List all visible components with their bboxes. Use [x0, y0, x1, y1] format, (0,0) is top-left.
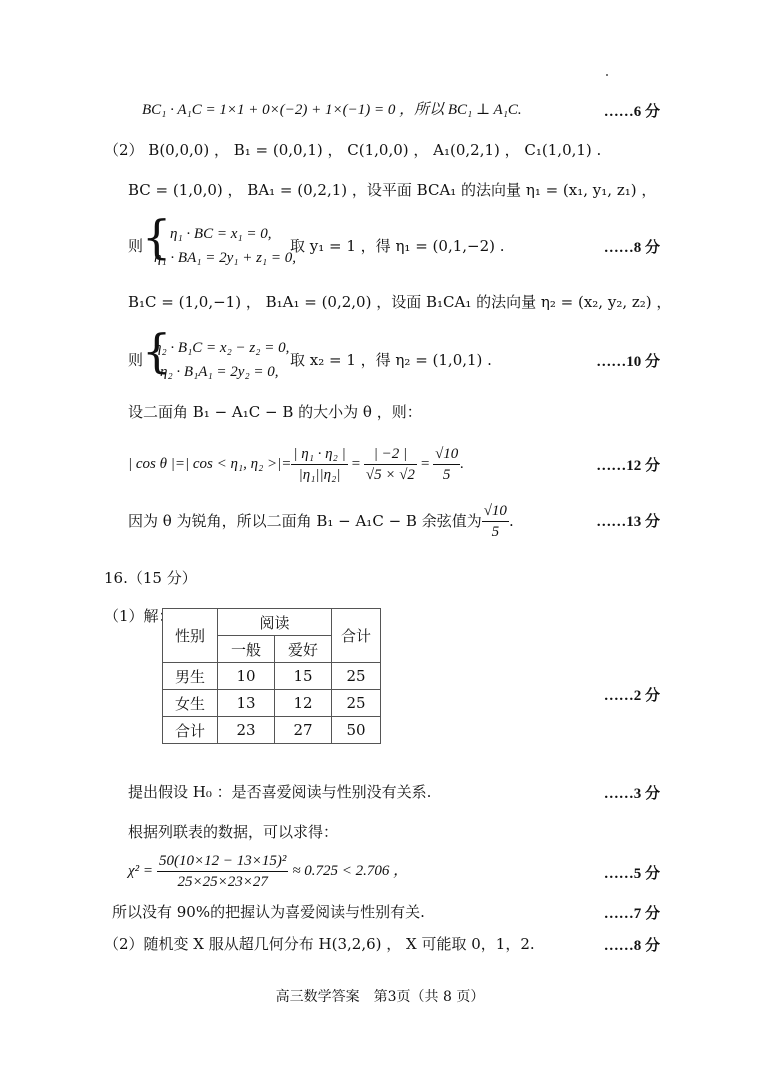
score-12: ……12 分	[596, 458, 660, 474]
conclusion-den: 5	[491, 523, 500, 540]
conclusion-16-1: 所以没有 90%的把握认为喜爱阅读与性别有关.	[112, 903, 425, 921]
system1-eq2: η₁ · BA₁ = 2y₁ + z₁ = 0,	[154, 250, 296, 266]
header-gender: 性别	[163, 609, 218, 663]
table-row	[163, 690, 381, 717]
row-label: 女生	[163, 690, 218, 717]
system2-eq2: η₂ · B₁A₁ = 2y₂ = 0,	[160, 364, 279, 380]
system1-result: 取 y₁ = 1 ，得 η₁ = (0,1,−2) .	[290, 237, 505, 255]
cell: 23	[218, 717, 275, 744]
contingency-table	[162, 608, 381, 744]
conclusion-line: 因为 θ 为锐角，所以二面角 B₁ − A₁C − B 余弦值为 $\frac{√10}{5}$ .	[128, 502, 514, 540]
score-7: ……7 分	[603, 906, 660, 922]
score-2: ……2 分	[603, 688, 660, 704]
cosine-fraction-2	[364, 444, 417, 485]
score-3: ……3 分	[603, 786, 660, 802]
system2-eq1: η₂ · B₁C = x₂ − z₂ = 0,	[154, 340, 290, 356]
frac3-num: √10	[433, 444, 460, 465]
cosine-formula: | cos θ |=| cos < η₁, η₂ >|= $\frac{\text{| η₁ · η₂ |}}{\text{|η₁||η₂|}}$ = $\frac{| -2 |}{√5 \times √2}$ = $\frac{√10}{5}$ .	[128, 445, 465, 483]
dihedral-intro: 设二面角 B₁ − A₁C − B 的大小为 θ ，则：	[128, 403, 422, 421]
system2-result: 取 x₂ = 1 ，得 η₂ = (1,0,1) .	[290, 351, 492, 369]
chi-tail: ≈ 0.725 < 2.706 ，	[292, 863, 409, 879]
row-label: 合计	[163, 717, 218, 744]
vectors-line-2: B₁C = (1,0,−1) ， B₁A₁ = (0,2,0) ，设面 B₁CA₁ 的法向量 η₂ = (x₂, y₂, z₂) ，	[128, 293, 672, 311]
chi-lhs: χ² =	[128, 863, 153, 879]
cell: 25	[332, 690, 381, 717]
chi-den: 25×25×23×27	[177, 873, 268, 890]
frac2-den: √5 × √2	[365, 466, 415, 483]
conclusion-text: 因为 θ 为锐角，所以二面角 B₁ − A₁C − B 余弦值为	[128, 512, 482, 530]
cell: 25	[332, 663, 381, 690]
part2-line: （2）随机变 X 服从超几何分布 H(3,2,6) ， X 可能取 0，1，2.	[104, 935, 535, 953]
conclusion-num: √10	[482, 501, 509, 522]
cell: 10	[218, 663, 275, 690]
frac1-den: |η₁||η₂|	[298, 466, 341, 483]
system2-brace: {	[142, 324, 172, 378]
frac2-num: | −2 |	[364, 444, 417, 465]
score-5: ……5 分	[603, 866, 660, 882]
frac3-den: 5	[442, 466, 451, 483]
cell: 13	[218, 690, 275, 717]
header-love: 爱好	[275, 636, 332, 663]
vectors-line-1: BC = (1,0,0) ， BA₁ = (0,2,1) ，设平面 BCA₁ 的法向量 η₁ = (x₁, y₁, z₁) ，	[128, 181, 657, 199]
system1-prefix: 则	[128, 237, 144, 255]
frac1-num: | η₁ · η₂ |	[291, 444, 347, 465]
score-13: ……13 分	[596, 514, 660, 530]
score-8a: ……8 分	[603, 240, 660, 256]
problem-16-heading: 16.（15 分）	[104, 569, 197, 587]
cosine-fraction-3	[433, 444, 460, 485]
cell: 27	[275, 717, 332, 744]
chi-num: 50(10×12 − 13×15)²	[157, 851, 288, 872]
system2-prefix: 则	[128, 351, 144, 369]
score-8b: ……8 分	[603, 938, 660, 954]
cell: 50	[332, 717, 381, 744]
score-6: ……6 分	[603, 104, 660, 120]
compute-intro: 根据列联表的数据，可以求得：	[128, 823, 339, 841]
header-reading: 阅读	[218, 609, 332, 636]
row-label: 男生	[163, 663, 218, 690]
cosine-fraction-1	[291, 444, 347, 485]
scan-speck	[606, 74, 608, 76]
system1-eq1: η₁ · BC = x₁ = 0,	[170, 226, 272, 242]
chi-fraction	[157, 851, 288, 892]
system1-brace: {	[142, 210, 172, 264]
hypothesis-line: 提出假设 H₀ ：是否喜爱阅读与性别没有关系.	[128, 783, 432, 801]
page-footer: 高三数学答案 第3页（共 8 页）	[275, 989, 485, 1005]
cosine-lhs: | cos θ |=| cos < η₁, η₂ >|=	[128, 456, 292, 472]
header-normal: 一般	[218, 636, 275, 663]
cell: 12	[275, 690, 332, 717]
header-total: 合计	[332, 609, 381, 663]
coordinates-line: （2） B(0,0,0) ， B₁ = (0,0,1) ， C(1,0,0) ， A₁(0,2,1) ， C₁(1,0,1) .	[104, 141, 602, 159]
score-10: ……10 分	[596, 354, 660, 370]
table-row	[163, 663, 381, 690]
table-row	[163, 717, 381, 744]
chi-square-formula	[128, 848, 408, 894]
conclusion-fraction	[482, 501, 509, 542]
dot-product-line: BC₁ · A₁C = 1×1 + 0×(−2) + 1×(−1) = 0 ，所以 BC₁ ⊥ A₁C.	[142, 102, 522, 118]
cell: 15	[275, 663, 332, 690]
part1-label: （1）解：	[104, 607, 174, 625]
